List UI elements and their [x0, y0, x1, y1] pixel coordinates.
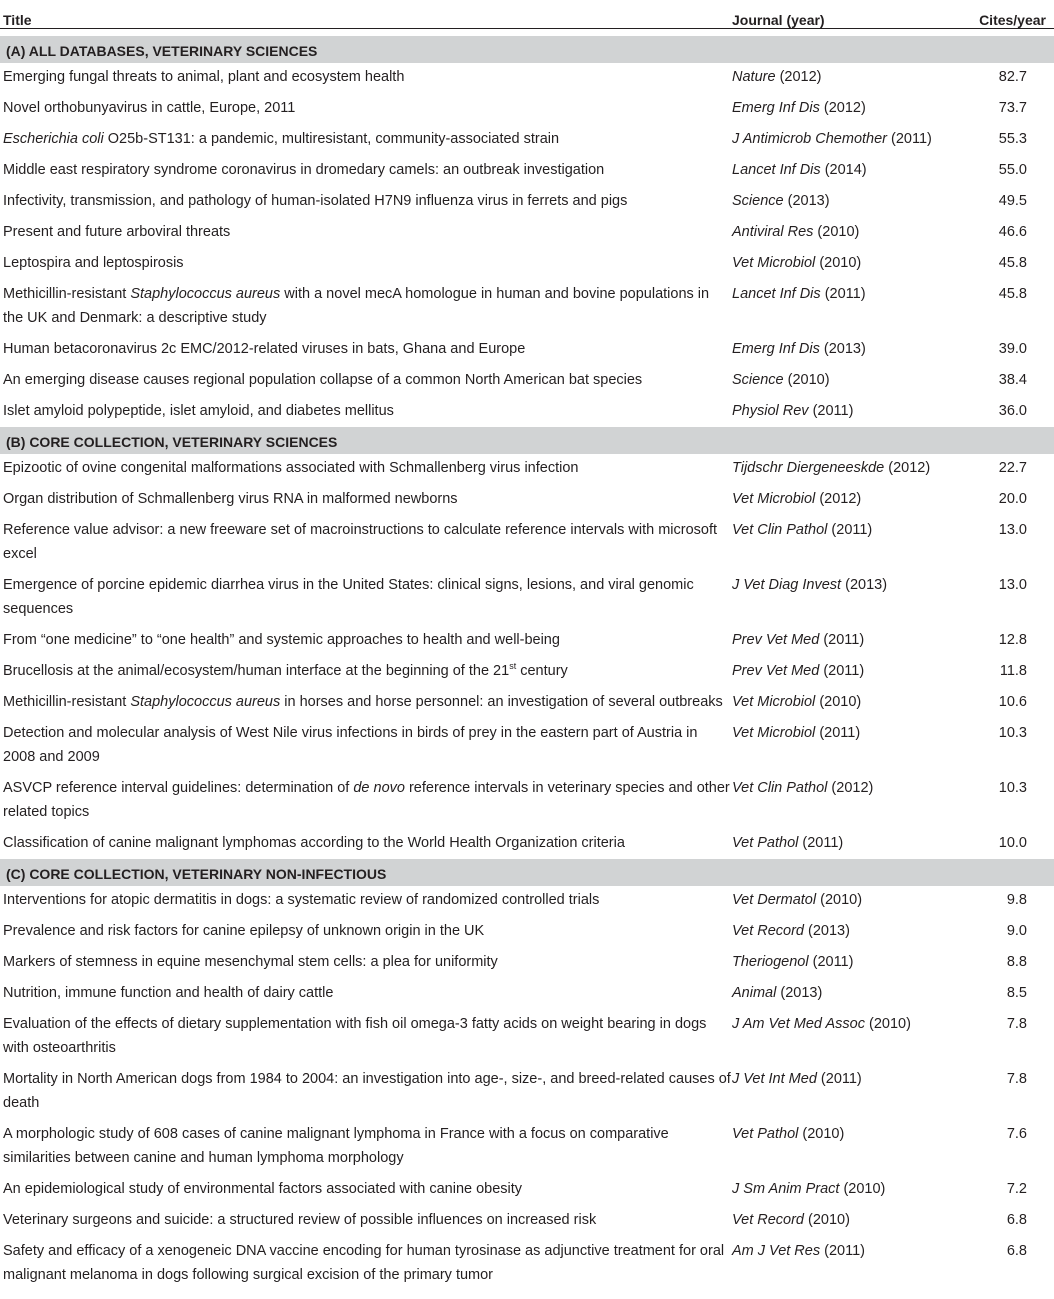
- section-label: (A) ALL DATABASES, VETERINARY SCIENCES: [0, 36, 1054, 63]
- journal-year: (2012): [831, 780, 874, 796]
- article-title: [0, 248, 732, 279]
- journal-cell: [732, 484, 964, 515]
- cites-per-year: 10.3: [998, 725, 1027, 741]
- table-row: [0, 334, 1054, 365]
- table-row: [0, 186, 1054, 217]
- journal-cell: [732, 1236, 964, 1291]
- title-text: Novel orthobunyavirus in cattle, Europe, 2011: [3, 100, 296, 116]
- journal-name: Nature: [732, 69, 776, 85]
- table-row: [0, 1205, 1054, 1236]
- table-row: [0, 515, 1054, 570]
- cites-per-year: 7.6: [1006, 1126, 1027, 1142]
- article-title: [0, 454, 732, 484]
- journal-year: (2011): [891, 131, 932, 147]
- title-text: Leptospira and leptospirosis: [3, 255, 184, 271]
- table-row: [0, 365, 1054, 396]
- cites-per-year: 8.8: [1006, 954, 1027, 970]
- table-row: [0, 886, 1054, 916]
- journal-name: Am J Vet Res: [732, 1243, 821, 1259]
- title-text: Present and future arboviral threats: [3, 224, 231, 240]
- cites-per-year: 36.0: [998, 403, 1027, 419]
- title-text: in horses and horse personnel: an investigation of several outbreaks: [280, 694, 723, 710]
- title-text: Emergence of porcine epidemic diarrhea virus in the United States: clinical signs, lesions, and viral genomic sequences: [3, 577, 694, 617]
- journal-cell: [732, 365, 964, 396]
- title-text: reference intervals in veterinary species and other related topics: [3, 780, 730, 820]
- cites-per-year: 9.0: [1006, 923, 1027, 939]
- journal-year: (2013): [823, 341, 866, 357]
- journal-year: (2012): [779, 69, 822, 85]
- title-text: Organ distribution of Schmallenberg virus RNA in malformed newborns: [3, 491, 458, 507]
- journal-cell: [732, 93, 964, 124]
- title-pre: ASVCP reference interval guidelines: determination of: [3, 780, 354, 796]
- spacer-row: [0, 29, 1054, 37]
- title-text: Islet amyloid polypeptide, islet amyloid, and diabetes mellitus: [3, 403, 394, 419]
- journal-year: (2012): [823, 100, 866, 116]
- journal-year: (2013): [780, 985, 823, 1001]
- title-text: A morphologic study of 608 cases of canine malignant lymphoma in France with a focus on comparative similarities between canine and human lymphoma morphology: [3, 1126, 669, 1166]
- title-text: Infectivity, transmission, and pathology of human-isolated H7N9 influenza virus in ferrets and pigs: [3, 193, 628, 209]
- header-row: [0, 0, 1054, 29]
- table-row: [0, 947, 1054, 978]
- cites-per-year: 55.0: [998, 162, 1027, 178]
- title-text: Evaluation of the effects of dietary supplementation with fish oil omega-3 fatty acids on weight bearing in dogs with osteoarthritis: [3, 1016, 707, 1056]
- title-text: From “one medicine” to “one health” and systemic approaches to health and well-being: [3, 632, 560, 648]
- journal-cell: [732, 773, 964, 828]
- article-title: [0, 886, 732, 916]
- section-header: [0, 36, 1054, 63]
- article-title: [0, 1119, 732, 1174]
- journal-name: Vet Clin Pathol: [732, 522, 828, 538]
- journal-name: Theriogenol: [732, 954, 809, 970]
- journal-year: (2011): [812, 403, 854, 419]
- journal-name: Animal: [732, 985, 777, 1001]
- journal-year: (2011): [831, 522, 873, 538]
- journal-year: (2010): [819, 694, 862, 710]
- journal-cell: [732, 1009, 964, 1064]
- journal-cell: [732, 63, 964, 93]
- table-row: [0, 656, 1054, 687]
- title-text: An emerging disease causes regional population collapse of a common North American bat species: [3, 372, 643, 388]
- article-title: [0, 279, 732, 334]
- article-title: [0, 916, 732, 947]
- table-row: [0, 1236, 1054, 1291]
- title-text: Middle east respiratory syndrome coronavirus in dromedary camels: an outbreak investigation: [3, 162, 605, 178]
- table-row: [0, 248, 1054, 279]
- article-title: [0, 687, 732, 718]
- article-title: [0, 124, 732, 155]
- journal-name: Prev Vet Med: [732, 632, 820, 648]
- journal-year: (2011): [824, 286, 866, 302]
- journal-cell: [732, 687, 964, 718]
- journal-year: (2010): [808, 1212, 850, 1228]
- journal-year: (2011): [823, 663, 865, 679]
- table-row: [0, 1009, 1054, 1064]
- journal-cell: [732, 1119, 964, 1174]
- cites-per-year: 13.0: [998, 577, 1027, 593]
- journal-name: Lancet Inf Dis: [732, 162, 821, 178]
- cites-per-year: 82.7: [998, 69, 1027, 85]
- journal-year: (2010): [843, 1181, 886, 1197]
- journal-cell: [732, 1174, 964, 1205]
- table-row: [0, 279, 1054, 334]
- journal-year: (2013): [808, 923, 850, 939]
- article-title: [0, 484, 732, 515]
- title-text: Classification of canine malignant lymphomas according to the World Health Organization criteria: [3, 835, 625, 851]
- section-header: [0, 427, 1054, 454]
- journal-cell: [732, 124, 964, 155]
- table-row: [0, 93, 1054, 124]
- cites-per-year: 6.8: [1006, 1243, 1027, 1259]
- title-text: Reference value advisor: a new freeware set of macroinstructions to calculate reference intervals with microsoft excel: [3, 522, 718, 562]
- title-text: O25b-ST131: a pandemic, multiresistant, community-associated strain: [103, 131, 560, 147]
- cites-per-year: 8.5: [1006, 985, 1027, 1001]
- table-row: [0, 454, 1054, 484]
- cites-per-year: 6.8: [1006, 1212, 1027, 1228]
- journal-year: (2010): [819, 255, 862, 271]
- cites-per-year: 20.0: [998, 491, 1027, 507]
- journal-name: Lancet Inf Dis: [732, 286, 821, 302]
- article-title: [0, 396, 732, 427]
- journal-year: (2011): [824, 1243, 865, 1259]
- title-sup: st: [509, 661, 517, 672]
- journal-name: Prev Vet Med: [732, 663, 820, 679]
- journal-cell: [732, 217, 964, 248]
- article-title: [0, 656, 732, 687]
- title-post: century: [516, 663, 568, 679]
- article-title: [0, 978, 732, 1009]
- journal-name: Science: [732, 193, 784, 209]
- article-title: [0, 515, 732, 570]
- journal-year: (2013): [787, 193, 830, 209]
- title-italic: Staphylococcus aureus: [130, 694, 281, 710]
- title-text: Markers of stemness in equine mesenchymal stem cells: a plea for uniformity: [3, 954, 498, 970]
- journal-name: Vet Record: [732, 923, 804, 939]
- title-text: Detection and molecular analysis of West Nile virus infections in birds of prey in the eastern part of Austria in 2008 and 2009: [3, 725, 698, 765]
- article-title: [0, 155, 732, 186]
- journal-cell: [732, 186, 964, 217]
- article-title: [0, 570, 732, 625]
- table-body: [0, 29, 1054, 1292]
- journal-name: J Vet Int Med: [732, 1071, 817, 1087]
- header-journal: Journal (year): [732, 0, 964, 29]
- title-italic: Staphylococcus aureus: [130, 286, 281, 302]
- cites-per-year: 13.0: [998, 522, 1027, 538]
- cites-per-year: 45.8: [998, 255, 1027, 271]
- title-text: Interventions for atopic dermatitis in dogs: a systematic review of randomized controlled trials: [3, 892, 600, 908]
- cites-per-year: 46.6: [998, 224, 1027, 240]
- title-pre: Methicillin-resistant: [3, 286, 131, 302]
- cites-per-year: 45.8: [998, 286, 1027, 302]
- journal-year: (2013): [845, 577, 888, 593]
- cites-per-year: 12.8: [998, 632, 1027, 648]
- cites-per-year: 10.3: [998, 780, 1027, 796]
- cites-per-year: 9.8: [1006, 892, 1027, 908]
- title-text: with a novel mecA homologue in human and bovine populations in the UK and Denmark: a descriptive study: [3, 286, 710, 326]
- title-text: Prevalence and risk factors for canine epilepsy of unknown origin in the UK: [3, 923, 485, 939]
- article-title: [0, 63, 732, 93]
- journal-cell: [732, 515, 964, 570]
- table-row: [0, 978, 1054, 1009]
- table-row: [0, 63, 1054, 93]
- article-title: [0, 1064, 732, 1119]
- journal-cell: [732, 828, 964, 859]
- journal-name: Emerg Inf Dis: [732, 341, 820, 357]
- journal-name: Emerg Inf Dis: [732, 100, 820, 116]
- article-title: [0, 718, 732, 773]
- table-row: [0, 1064, 1054, 1119]
- journal-year: (2012): [819, 491, 862, 507]
- journal-cell: [732, 625, 964, 656]
- table-row: [0, 1174, 1054, 1205]
- article-title: [0, 947, 732, 978]
- journal-name: J Sm Anim Pract: [732, 1181, 840, 1197]
- journal-year: (2012): [888, 460, 931, 476]
- journal-name: Vet Pathol: [732, 835, 799, 851]
- journal-cell: [732, 279, 964, 334]
- section-header: [0, 859, 1054, 886]
- title-italic: Escherichia coli: [3, 131, 104, 147]
- title-text: Emerging fungal threats to animal, plant and ecosystem health: [3, 69, 405, 85]
- article-title: [0, 217, 732, 248]
- table-row: [0, 155, 1054, 186]
- journal-name: J Am Vet Med Assoc: [732, 1016, 865, 1032]
- journal-year: (2010): [787, 372, 830, 388]
- journal-name: J Antimicrob Chemother: [732, 131, 887, 147]
- journal-cell: [732, 396, 964, 427]
- cites-per-year: 10.6: [998, 694, 1027, 710]
- journal-name: Vet Microbiol: [732, 491, 816, 507]
- cites-per-year: 39.0: [998, 341, 1027, 357]
- title-text: An epidemiological study of environmental factors associated with canine obesity: [3, 1181, 523, 1197]
- table-row: [0, 625, 1054, 656]
- journal-cell: [732, 248, 964, 279]
- cites-per-year: 73.7: [998, 100, 1027, 116]
- cites-per-year: 38.4: [998, 372, 1027, 388]
- journal-year: (2011): [823, 632, 865, 648]
- article-title: [0, 93, 732, 124]
- journal-name: Vet Record: [732, 1212, 804, 1228]
- article-title: [0, 773, 732, 828]
- table-row: [0, 687, 1054, 718]
- table-row: [0, 828, 1054, 859]
- table-row: [0, 124, 1054, 155]
- journal-cell: [732, 1205, 964, 1236]
- journal-cell: [732, 978, 964, 1009]
- journal-name: Vet Pathol: [732, 1126, 799, 1142]
- header-title: Title: [0, 0, 732, 29]
- title-text: Safety and efficacy of a xenogeneic DNA vaccine encoding for human tyrosinase as adjunctive treatment for oral malignant melanoma in dogs following surgical excision of the primary tumor: [3, 1243, 725, 1283]
- article-title: [0, 1205, 732, 1236]
- journal-cell: [732, 454, 964, 484]
- title-pre: Methicillin-resistant: [3, 694, 131, 710]
- journal-year: (2011): [819, 725, 861, 741]
- journal-name: Vet Microbiol: [732, 255, 816, 271]
- journal-year: (2014): [824, 162, 867, 178]
- journal-name: Vet Microbiol: [732, 725, 816, 741]
- table-row: [0, 718, 1054, 773]
- journal-cell: [732, 916, 964, 947]
- title-italic: de novo: [353, 780, 405, 796]
- title-text: Epizootic of ovine congenital malformations associated with Schmallenberg virus infection: [3, 460, 579, 476]
- title-text: Mortality in North American dogs from 1984 to 2004: an investigation into age-, size-, and breed-related causes of death: [3, 1071, 731, 1111]
- article-title: [0, 1009, 732, 1064]
- section-label: (B) CORE COLLECTION, VETERINARY SCIENCES: [0, 427, 1054, 454]
- journal-name: J Vet Diag Invest: [732, 577, 842, 593]
- article-title: [0, 365, 732, 396]
- title-text: Human betacoronavirus 2c EMC/2012-related viruses in bats, Ghana and Europe: [3, 341, 526, 357]
- title-text: Nutrition, immune function and health of dairy cattle: [3, 985, 334, 1001]
- cites-per-year: 7.8: [1006, 1016, 1027, 1032]
- cites-per-year: 22.7: [998, 460, 1027, 476]
- article-title: [0, 1174, 732, 1205]
- journal-year: (2010): [817, 224, 860, 240]
- cites-per-year: 7.8: [1006, 1071, 1027, 1087]
- journal-name: Vet Microbiol: [732, 694, 816, 710]
- table-row: [0, 1119, 1054, 1174]
- section-label: (C) CORE COLLECTION, VETERINARY NON-INFECTIOUS: [0, 859, 1054, 886]
- journal-name: Vet Dermatol: [732, 892, 817, 908]
- table-row: [0, 217, 1054, 248]
- journal-cell: [732, 155, 964, 186]
- journal-name: Vet Clin Pathol: [732, 780, 828, 796]
- cites-per-year: 7.2: [1006, 1181, 1027, 1197]
- journal-year: (2011): [820, 1071, 862, 1087]
- header-cites: Cites/year: [964, 0, 1054, 29]
- article-title: [0, 186, 732, 217]
- journal-year: (2011): [802, 835, 844, 851]
- cites-per-year: 10.0: [998, 835, 1027, 851]
- journal-cell: [732, 334, 964, 365]
- cites-per-year: 11.8: [999, 663, 1027, 679]
- journal-name: Tijdschr Diergeneeskde: [732, 460, 885, 476]
- title-text: Veterinary surgeons and suicide: a structured review of possible influences on increased risk: [3, 1212, 597, 1228]
- journal-cell: [732, 570, 964, 625]
- article-title: [0, 1236, 732, 1291]
- cites-per-year: 49.5: [998, 193, 1027, 209]
- journal-name: Physiol Rev: [732, 403, 809, 419]
- journal-year: (2011): [812, 954, 854, 970]
- journal-name: Antiviral Res: [732, 224, 814, 240]
- journal-year: (2010): [869, 1016, 911, 1032]
- table-row: [0, 484, 1054, 515]
- journal-name: Science: [732, 372, 784, 388]
- title-text: Brucellosis at the animal/ecosystem/human interface at the beginning of the 21: [3, 663, 510, 679]
- article-title: [0, 334, 732, 365]
- journal-cell: [732, 656, 964, 687]
- article-title: [0, 828, 732, 859]
- journal-cell: [732, 718, 964, 773]
- table-row: [0, 396, 1054, 427]
- journal-cell: [732, 1064, 964, 1119]
- cites-per-year: 55.3: [998, 131, 1027, 147]
- journal-cell: [732, 947, 964, 978]
- table-row: [0, 570, 1054, 625]
- journal-cell: [732, 886, 964, 916]
- table-row: [0, 773, 1054, 828]
- journal-year: (2010): [820, 892, 863, 908]
- article-title: [0, 625, 732, 656]
- journal-year: (2010): [802, 1126, 845, 1142]
- table-row: [0, 916, 1054, 947]
